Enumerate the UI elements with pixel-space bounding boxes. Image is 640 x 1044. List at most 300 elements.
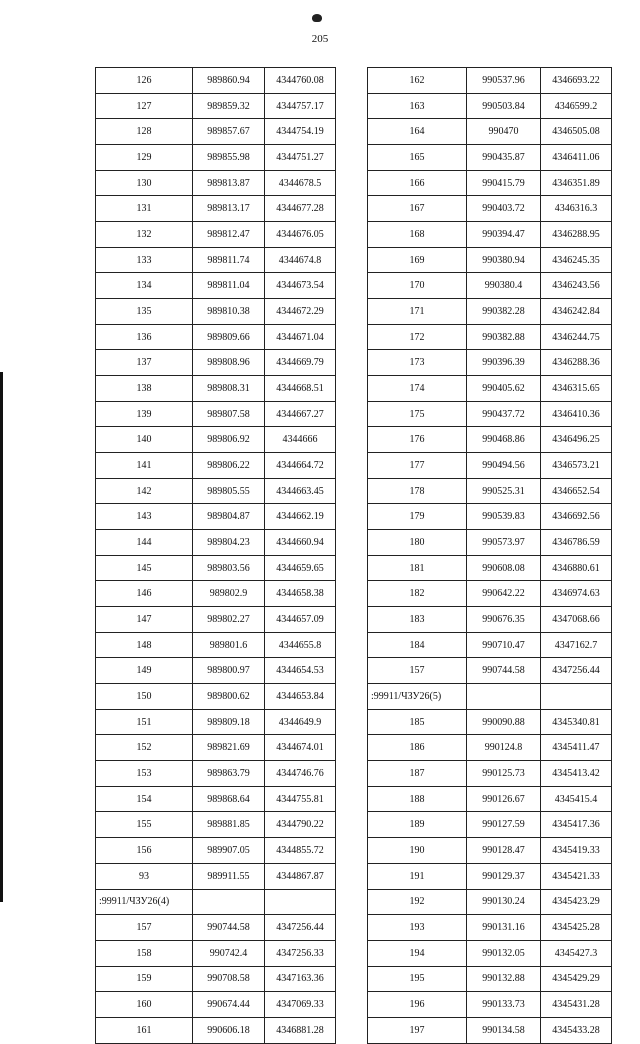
y-coordinate-cell: 4344659.65 [265, 555, 336, 581]
table-row [368, 658, 612, 684]
point-id-cell: 133 [96, 247, 193, 273]
point-id-cell: 190 [368, 838, 467, 864]
y-coordinate-cell: 4344662.19 [265, 504, 336, 530]
x-coordinate-cell: 990742.4 [193, 940, 265, 966]
point-id-cell: 144 [96, 530, 193, 556]
x-coordinate-cell: 990127.59 [467, 812, 541, 838]
y-coordinate-cell: 4344666 [265, 427, 336, 453]
point-id-cell: 194 [368, 940, 467, 966]
table-row [96, 453, 336, 479]
y-coordinate-cell: 4345431.28 [541, 992, 612, 1018]
x-coordinate-cell: 989860.94 [193, 68, 265, 94]
y-coordinate-cell: 4344790.22 [265, 812, 336, 838]
x-coordinate-cell: 990674.44 [193, 992, 265, 1018]
table-row [368, 324, 612, 350]
y-coordinate-cell: 4344760.08 [265, 68, 336, 94]
table-row [96, 812, 336, 838]
table-row [96, 376, 336, 402]
x-coordinate-cell: 990537.96 [467, 68, 541, 94]
point-id-cell: 178 [368, 478, 467, 504]
y-coordinate-cell: 4344657.09 [265, 607, 336, 633]
x-coordinate-cell: 989808.31 [193, 376, 265, 402]
y-coordinate-cell: 4346974.63 [541, 581, 612, 607]
y-coordinate-cell: 4345429.29 [541, 966, 612, 992]
y-coordinate-cell: 4347163.36 [265, 966, 336, 992]
x-coordinate-cell: 990382.28 [467, 299, 541, 325]
x-coordinate-cell: 989859.32 [193, 93, 265, 119]
y-coordinate-cell: 4346351.89 [541, 170, 612, 196]
y-coordinate-cell: 4346316.3 [541, 196, 612, 222]
point-id-cell: 146 [96, 581, 193, 607]
x-coordinate-cell: 990539.83 [467, 504, 541, 530]
y-coordinate-cell: 4346881.28 [265, 1017, 336, 1043]
point-id-cell: 192 [368, 889, 467, 915]
y-coordinate-cell: 4346652.54 [541, 478, 612, 504]
x-coordinate-cell: 990470 [467, 119, 541, 145]
y-coordinate-cell: 4344660.94 [265, 530, 336, 556]
y-coordinate-cell: 4347256.44 [541, 658, 612, 684]
table-row [96, 992, 336, 1018]
table-row [96, 735, 336, 761]
point-id-cell: 195 [368, 966, 467, 992]
point-id-cell: 131 [96, 196, 193, 222]
table-row [96, 93, 336, 119]
point-id-cell: 175 [368, 401, 467, 427]
point-id-cell: 152 [96, 735, 193, 761]
y-coordinate-cell: 4344755.81 [265, 786, 336, 812]
x-coordinate-cell: 990396.39 [467, 350, 541, 376]
x-coordinate-cell: 989807.58 [193, 401, 265, 427]
point-id-cell: 137 [96, 350, 193, 376]
point-id-cell: 150 [96, 684, 193, 710]
point-id-cell: 182 [368, 581, 467, 607]
point-id-cell: 93 [96, 863, 193, 889]
point-id-cell: 134 [96, 273, 193, 299]
point-id-cell: 166 [368, 170, 467, 196]
x-coordinate-cell: 989804.23 [193, 530, 265, 556]
point-id-cell: 159 [96, 966, 193, 992]
y-coordinate-cell: 4347068.66 [541, 607, 612, 633]
y-coordinate-cell: 4344674.01 [265, 735, 336, 761]
table-row [96, 1017, 336, 1043]
y-coordinate-cell: 4346245.35 [541, 247, 612, 273]
y-coordinate-cell: 4344654.53 [265, 658, 336, 684]
table-row [96, 324, 336, 350]
x-coordinate-cell: 989800.62 [193, 684, 265, 710]
point-id-cell: 148 [96, 632, 193, 658]
y-coordinate-cell: 4346693.22 [541, 68, 612, 94]
y-coordinate-cell: 4345423.29 [541, 889, 612, 915]
y-coordinate-cell: 4344664.72 [265, 453, 336, 479]
y-coordinate-cell: 4344673.54 [265, 273, 336, 299]
point-id-cell: 186 [368, 735, 467, 761]
y-coordinate-cell: 4345421.33 [541, 863, 612, 889]
table-row [368, 889, 612, 915]
x-coordinate-cell: 990708.58 [193, 966, 265, 992]
x-coordinate-cell: 990382.88 [467, 324, 541, 350]
x-coordinate-cell: 990130.24 [467, 889, 541, 915]
point-id-cell: 157 [368, 658, 467, 684]
y-coordinate-cell: 4346573.21 [541, 453, 612, 479]
table-row [368, 709, 612, 735]
x-coordinate-cell: 990380.4 [467, 273, 541, 299]
point-id-cell: 176 [368, 427, 467, 453]
point-id-cell: 185 [368, 709, 467, 735]
y-coordinate-cell: 4344746.76 [265, 761, 336, 787]
coordinates-table-right [367, 67, 612, 1044]
table-row [368, 863, 612, 889]
x-coordinate-cell: 989801.6 [193, 632, 265, 658]
table-row [96, 247, 336, 273]
point-id-cell: 126 [96, 68, 193, 94]
point-id-cell: 164 [368, 119, 467, 145]
table-row [96, 863, 336, 889]
y-coordinate-cell: 4346880.61 [541, 555, 612, 581]
point-id-cell: 174 [368, 376, 467, 402]
table-row [96, 478, 336, 504]
x-coordinate-cell: 989802.9 [193, 581, 265, 607]
y-coordinate-cell: 4344663.45 [265, 478, 336, 504]
x-coordinate-cell: 990503.84 [467, 93, 541, 119]
table-row [368, 93, 612, 119]
y-coordinate-cell: 4344671.04 [265, 324, 336, 350]
table-row [368, 581, 612, 607]
y-coordinate-cell: 4346315.65 [541, 376, 612, 402]
scan-margin-bar [0, 372, 3, 902]
table-row [96, 838, 336, 864]
point-id-cell: 147 [96, 607, 193, 633]
section-row [368, 684, 612, 710]
table-row [96, 684, 336, 710]
table-row [368, 68, 612, 94]
table-row [368, 966, 612, 992]
section-label: :99911/ЧЗУ26(5) [368, 684, 467, 710]
table-row [368, 247, 612, 273]
table-row [368, 940, 612, 966]
y-coordinate-cell: 4346786.59 [541, 530, 612, 556]
table-row [368, 170, 612, 196]
x-coordinate-cell: 989857.67 [193, 119, 265, 145]
empty-cell-y [265, 889, 336, 915]
y-coordinate-cell: 4344669.79 [265, 350, 336, 376]
x-coordinate-cell: 989802.27 [193, 607, 265, 633]
x-coordinate-cell: 989812.47 [193, 222, 265, 248]
table-row [368, 401, 612, 427]
y-coordinate-cell: 4345340.81 [541, 709, 612, 735]
table-row [96, 530, 336, 556]
table-row [96, 581, 336, 607]
y-coordinate-cell: 4347162.7 [541, 632, 612, 658]
table-row [368, 273, 612, 299]
table-row [368, 607, 612, 633]
x-coordinate-cell: 990128.47 [467, 838, 541, 864]
empty-cell-x [467, 684, 541, 710]
table-row [96, 607, 336, 633]
table-row [368, 145, 612, 171]
y-coordinate-cell: 4344751.27 [265, 145, 336, 171]
table-row [368, 632, 612, 658]
x-coordinate-cell: 989805.55 [193, 478, 265, 504]
empty-cell-x [193, 889, 265, 915]
y-coordinate-cell: 4346288.36 [541, 350, 612, 376]
point-id-cell: 127 [96, 93, 193, 119]
y-coordinate-cell: 4347069.33 [265, 992, 336, 1018]
point-id-cell: 151 [96, 709, 193, 735]
table-row [96, 273, 336, 299]
x-coordinate-cell: 990415.79 [467, 170, 541, 196]
x-coordinate-cell: 989863.79 [193, 761, 265, 787]
table-row [368, 786, 612, 812]
point-id-cell: 154 [96, 786, 193, 812]
point-id-cell: 188 [368, 786, 467, 812]
x-coordinate-cell: 989800.97 [193, 658, 265, 684]
x-coordinate-cell: 990744.58 [467, 658, 541, 684]
table-row [96, 68, 336, 94]
y-coordinate-cell: 4345433.28 [541, 1017, 612, 1043]
y-coordinate-cell: 4346410.36 [541, 401, 612, 427]
table-row [368, 453, 612, 479]
point-id-cell: 180 [368, 530, 467, 556]
table-row [96, 196, 336, 222]
table-row [368, 1017, 612, 1043]
y-coordinate-cell: 4344658.38 [265, 581, 336, 607]
x-coordinate-cell: 989806.22 [193, 453, 265, 479]
point-id-cell: 163 [368, 93, 467, 119]
table-row [96, 555, 336, 581]
table-row [96, 632, 336, 658]
y-coordinate-cell: 4347256.33 [265, 940, 336, 966]
x-coordinate-cell: 990494.56 [467, 453, 541, 479]
x-coordinate-cell: 989855.98 [193, 145, 265, 171]
y-coordinate-cell: 4344676.05 [265, 222, 336, 248]
table-row [368, 992, 612, 1018]
table-row [96, 915, 336, 941]
y-coordinate-cell: 4344855.72 [265, 838, 336, 864]
point-id-cell: 153 [96, 761, 193, 787]
x-coordinate-cell: 989804.87 [193, 504, 265, 530]
x-coordinate-cell: 990676.35 [467, 607, 541, 633]
point-id-cell: 171 [368, 299, 467, 325]
x-coordinate-cell: 990132.05 [467, 940, 541, 966]
table-row [96, 299, 336, 325]
y-coordinate-cell: 4344754.19 [265, 119, 336, 145]
table-row [96, 658, 336, 684]
y-coordinate-cell: 4344653.84 [265, 684, 336, 710]
x-coordinate-cell: 990405.62 [467, 376, 541, 402]
x-coordinate-cell: 990710.47 [467, 632, 541, 658]
table-row [368, 838, 612, 864]
y-coordinate-cell: 4345427.3 [541, 940, 612, 966]
point-id-cell: 161 [96, 1017, 193, 1043]
table-row [96, 504, 336, 530]
table-row [368, 196, 612, 222]
point-id-cell: 173 [368, 350, 467, 376]
x-coordinate-cell: 989868.64 [193, 786, 265, 812]
x-coordinate-cell: 989806.92 [193, 427, 265, 453]
table-row [96, 966, 336, 992]
x-coordinate-cell: 990468.86 [467, 427, 541, 453]
point-id-cell: 128 [96, 119, 193, 145]
point-id-cell: 158 [96, 940, 193, 966]
table-row [368, 735, 612, 761]
point-id-cell: 189 [368, 812, 467, 838]
x-coordinate-cell: 990131.16 [467, 915, 541, 941]
x-coordinate-cell: 990606.18 [193, 1017, 265, 1043]
y-coordinate-cell: 4344678.5 [265, 170, 336, 196]
x-coordinate-cell: 989813.17 [193, 196, 265, 222]
x-coordinate-cell: 990132.88 [467, 966, 541, 992]
y-coordinate-cell: 4345417.36 [541, 812, 612, 838]
y-coordinate-cell: 4345413.42 [541, 761, 612, 787]
x-coordinate-cell: 990124.8 [467, 735, 541, 761]
x-coordinate-cell: 990642.22 [467, 581, 541, 607]
point-id-cell: 142 [96, 478, 193, 504]
y-coordinate-cell: 4346411.06 [541, 145, 612, 171]
point-id-cell: 196 [368, 992, 467, 1018]
x-coordinate-cell: 989911.55 [193, 863, 265, 889]
point-id-cell: 179 [368, 504, 467, 530]
y-coordinate-cell: 4344655.8 [265, 632, 336, 658]
point-id-cell: 136 [96, 324, 193, 350]
y-coordinate-cell: 4345419.33 [541, 838, 612, 864]
table-row [96, 709, 336, 735]
y-coordinate-cell: 4345411.47 [541, 735, 612, 761]
x-coordinate-cell: 990125.73 [467, 761, 541, 787]
table-row [96, 401, 336, 427]
section-row [96, 889, 336, 915]
x-coordinate-cell: 990126.67 [467, 786, 541, 812]
x-coordinate-cell: 990380.94 [467, 247, 541, 273]
table-row [96, 427, 336, 453]
y-coordinate-cell: 4346692.56 [541, 504, 612, 530]
y-coordinate-cell: 4344867.87 [265, 863, 336, 889]
point-id-cell: 138 [96, 376, 193, 402]
point-id-cell: 187 [368, 761, 467, 787]
coordinates-table-left [95, 67, 336, 1044]
empty-cell-y [541, 684, 612, 710]
point-id-cell: 191 [368, 863, 467, 889]
table-row [368, 222, 612, 248]
table-row [368, 299, 612, 325]
y-coordinate-cell: 4346505.08 [541, 119, 612, 145]
x-coordinate-cell: 989907.05 [193, 838, 265, 864]
point-id-cell: 177 [368, 453, 467, 479]
x-coordinate-cell: 990134.58 [467, 1017, 541, 1043]
scan-smudge [312, 14, 322, 22]
x-coordinate-cell: 989811.04 [193, 273, 265, 299]
table-row [368, 915, 612, 941]
x-coordinate-cell: 990744.58 [193, 915, 265, 941]
x-coordinate-cell: 989808.96 [193, 350, 265, 376]
table-row [368, 376, 612, 402]
table-row [368, 350, 612, 376]
table-row [368, 504, 612, 530]
x-coordinate-cell: 989809.18 [193, 709, 265, 735]
x-coordinate-cell: 989803.56 [193, 555, 265, 581]
x-coordinate-cell: 990394.47 [467, 222, 541, 248]
x-coordinate-cell: 990435.87 [467, 145, 541, 171]
table-row [96, 761, 336, 787]
point-id-cell: 132 [96, 222, 193, 248]
point-id-cell: 165 [368, 145, 467, 171]
table-row [368, 761, 612, 787]
y-coordinate-cell: 4344667.27 [265, 401, 336, 427]
point-id-cell: 130 [96, 170, 193, 196]
table-row [368, 427, 612, 453]
x-coordinate-cell: 989810.38 [193, 299, 265, 325]
x-coordinate-cell: 989813.87 [193, 170, 265, 196]
point-id-cell: 129 [96, 145, 193, 171]
point-id-cell: 168 [368, 222, 467, 248]
y-coordinate-cell: 4346599.2 [541, 93, 612, 119]
y-coordinate-cell: 4345415.4 [541, 786, 612, 812]
point-id-cell: 172 [368, 324, 467, 350]
y-coordinate-cell: 4344668.51 [265, 376, 336, 402]
x-coordinate-cell: 990608.08 [467, 555, 541, 581]
table-row [96, 145, 336, 171]
page-number: 205 [311, 33, 329, 45]
table-row [96, 222, 336, 248]
point-id-cell: 157 [96, 915, 193, 941]
table-row [368, 119, 612, 145]
table-row [368, 812, 612, 838]
x-coordinate-cell: 990403.72 [467, 196, 541, 222]
y-coordinate-cell: 4345425.28 [541, 915, 612, 941]
y-coordinate-cell: 4346242.84 [541, 299, 612, 325]
table-row [96, 350, 336, 376]
point-id-cell: 156 [96, 838, 193, 864]
table-row [96, 119, 336, 145]
y-coordinate-cell: 4346496.25 [541, 427, 612, 453]
point-id-cell: 140 [96, 427, 193, 453]
point-id-cell: 162 [368, 68, 467, 94]
x-coordinate-cell: 990090.88 [467, 709, 541, 735]
point-id-cell: 160 [96, 992, 193, 1018]
y-coordinate-cell: 4344757.17 [265, 93, 336, 119]
table-row [368, 555, 612, 581]
x-coordinate-cell: 990437.72 [467, 401, 541, 427]
point-id-cell: 197 [368, 1017, 467, 1043]
point-id-cell: 184 [368, 632, 467, 658]
point-id-cell: 167 [368, 196, 467, 222]
point-id-cell: 145 [96, 555, 193, 581]
y-coordinate-cell: 4344672.29 [265, 299, 336, 325]
y-coordinate-cell: 4347256.44 [265, 915, 336, 941]
point-id-cell: 141 [96, 453, 193, 479]
table-row [96, 786, 336, 812]
point-id-cell: 155 [96, 812, 193, 838]
point-id-cell: 143 [96, 504, 193, 530]
x-coordinate-cell: 989811.74 [193, 247, 265, 273]
section-label: :99911/ЧЗУ26(4) [96, 889, 193, 915]
x-coordinate-cell: 989881.85 [193, 812, 265, 838]
x-coordinate-cell: 990525.31 [467, 478, 541, 504]
point-id-cell: 139 [96, 401, 193, 427]
table-row [368, 478, 612, 504]
point-id-cell: 169 [368, 247, 467, 273]
y-coordinate-cell: 4346288.95 [541, 222, 612, 248]
x-coordinate-cell: 989821.69 [193, 735, 265, 761]
x-coordinate-cell: 990129.37 [467, 863, 541, 889]
point-id-cell: 135 [96, 299, 193, 325]
y-coordinate-cell: 4346243.56 [541, 273, 612, 299]
x-coordinate-cell: 990133.73 [467, 992, 541, 1018]
table-row [368, 530, 612, 556]
y-coordinate-cell: 4346244.75 [541, 324, 612, 350]
table-row [96, 170, 336, 196]
y-coordinate-cell: 4344649.9 [265, 709, 336, 735]
y-coordinate-cell: 4344677.28 [265, 196, 336, 222]
